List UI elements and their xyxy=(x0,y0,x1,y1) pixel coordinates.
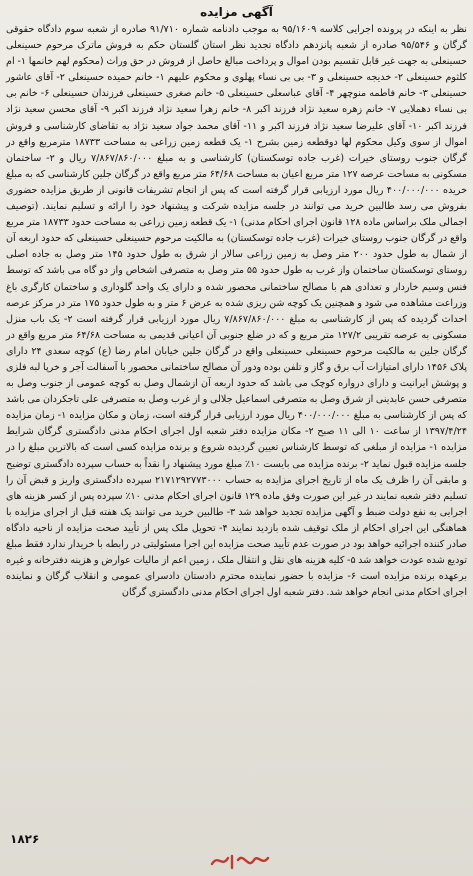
handwritten-mark-icon xyxy=(208,848,272,872)
footer-code: ۱۸۲۶ xyxy=(10,832,40,846)
notice-title: آگهی مزایده xyxy=(200,5,273,19)
notice-body xyxy=(6,22,467,601)
notice-paragraph: نظر به اینکه در پرونده اجرایی کلاسه ۹۵/۱۶۰۹ به موجب دادنامه شماره ۹۱/۷۱۰ صادره از شعبه سوم دادگاه حقوقی گرگان و ۹۵/۵۴۶ صادره از شعبه پانزدهم دادگاه تجدید نظر استان گلستان حکم به فروش ماترک مرحوم حسینعلی حسینعلی به جهت غیر قابل تقسیم بودن اموال و پرداخت مبالغ حاصل از فروش در حق وراث (محکوم لهم خانمها ۱- ام کلثوم حسینعلی ۲- خدیجه حسینعلی و ۳- بی بی نساء پهلوی و محکوم علیهم ۱- خانم حمیده حسینعلی ۲- آقای عاشور حسینعلی ۳- خانم فاطمه منوچهر ۴- آقای عباسعلی حسینعلی ۵- خانم صغری حسینعلی فرزندان حسینعلی ۶- خانم بی بی نساء دهملایی ۷- خانم زهره سعید نژاد فرزند اکبر ۸- خانم زهرا سعید نژاد فرزند اکبر ۹- آقای محسن سعید نژاد فرزند اکبر ۱۰- آقای علیرضا سعید نژاد فرزند اکبر و ۱۱- آقای محمد جواد سعید نژاد به تقاضای کارشناسی و فروش اموال از سوی وکیل محکوم لها دوقطعه زمین بشرح ۱- یک قطعه زمین زراعی به مساحت ۱۸۷۳۳ مترمربع واقع در گرگان جنوب روستای خیرات (غرب جاده توسکستان) کارشناسی و به مبلغ ۷/۸۶۷/۸۶۰/۰۰۰ ریال و ۲- ساختمان مسکونی به مساحت عرصه ۱۲۷ متر مربع اعیان به مساحت ۶۴/۶۸ متر مربع واقع در گرگان جلین کارشناسی که به مبلغ خریده ۴۰۰/۰۰۰/۰۰۰ ریال مورد ارزیابی قرار گرفته است که پس از انجام تشریفات قانونی از طریق مزایده حضوری بفروش می رسد طالبین خرید می توانند در جلسه مزایده شرکت و پیشنهاد خود را ارائه و تسلیم نمایند. (توصیف اجمالی ملک براساس ماده ۱۲۸ قانون اجرای احکام مدنی) ۱- یک قطعه زمین زراعی به مساحت حدود ۱۸۷۳۳ متر مربع واقع در گرگان جنوب روستای خیرات (غرب جاده توسکستان) به مالکیت مرحوم حسینعلی حسینعلی که حدود اربعه آن از شمال به طول حدود ۲۰۰ متر وصل به زمین زراعی سالار از شرق به طول حدود ۱۴۵ متر وصل به جاده اصلی روستای توسکستان ساختمان واز غرب به طول حدود ۵۵ متر وصل به متصرفی اشخاص واز دو گاه می باشد که توسط فنس وسیم خاردار و تعدادی هم با مصالح ساختمانی محصور شده و دارای یک واحد گلوداری و ساختمان کارگری باغ وزراعت مشاهده می شود و همچنین یک کوچه شن ریزی شده به عرض ۶ متر و به طول حدود ۱۷۵ متر در مرکز عرصه احداث گردیده که پس از کارشناسی به مبلغ ۷/۸۶۷/۸۶۰/۰۰۰ ریال مورد ارزیابی قرار گرفته است ۲- یک باب منزل مسکونی به عرصه تقریبی ۱۲۷/۲ متر مربع و که در ضلع جنوبی آن اعیانی قدیمی به مساحت ۶۴/۶۸ متر مربع واقع در گرگان جلین به مالکیت مرحوم حسینعلی حسینعلی واقع در گرگان جلین خیابان امام رضا (ع) کوچه سعدی ۲۴ دارای پلاک ۱۴۵۶ دارای امتیازات آب برق و گاز و تلفن بوده ودور آن مصالح ساختمانی محصور با آسفالت آجر و خرپا لبه فلزی و پوشش ایرانیت و دارای درواره کوچک می باشد که حدود اربعه آن ازشمال وصل به کوچه عمومی از جنوب وصل به متصرفی حسن عابدینی از شرق وصل به متصرفی اسماعیل جلالی و از غرب وصل به متصرفی علی تاجکردان می باشد که پس از کارشناسی به مبلغ ۴۰۰/۰۰۰/۰۰۰ ریال مورد ارزیابی قرار گرفته است، زمان و مکان مزایده ۱- زمان مزایده ۱۳۹۷/۴/۲۴ از ساعت ۱۰ الی ۱۱ صبح ۲- مکان مزایده دفتر شعبه اول اجرای احکام مدنی دادگستری گرگان شرایط مزایده ۱- مزایده از مبلغی که توسط کارشناس تعیین گردیده شروع و برنده مزایده کسی است که بالاترین مبلغ را در جلسه مزایده قبول نماید ۲- برنده مزایده می بایست ۱۰٪ مبلغ مورد پیشنهاد را نقداً به حساب سپرده دادگستری توضیح و مابقی آن را ظرف یک ماه از تاریخ اجرای مزایده به حساب ۲۱۷۱۲۹۲۷۷۳۰۰۰ سپرده دادگستری واریز و قبض آن را تسلیم دفتر شعبه نمایند در غیر این صورت وفق ماده ۱۲۹ قانون اجرای احکام مدنی ۱۰٪ سپرده پس از کسر هزینه های اجرایی به نفع دولت ضبط و آگهی مزایده تجدید خواهد شد ۳- طالبین خرید می توانند یک هفته قبل از اجرای مزایده با هماهنگی این اجرای احکام از ملک توقیف شده بازدید نمایند ۴- تحویل ملک پس از تأیید صحت مزایده از ناحیه دادگاه صادر کننده اجرائیه خواهد بود در صورت عدم تأیید صحت مزایده این اجرا مسئولیتی در رابطه با خریدار ندارد فقط مبلغ تودیع شده عودت خواهد شد ۵- کلیه هزینه های نقل و انتقال ملک ، زمین اعم از مالیات عوارض و هزینه دفترخانه و غیره برعهده برنده مزایده است ۶- مزایده با حضور نماینده محترم دادستان دادسرای عمومی و انقلاب گرگان و نماینده اجرای احکام مدنی انجام خواهد شد. دفتر شعبه اول اجرای احکام مدنی دادگستری گرگان xyxy=(6,24,468,599)
